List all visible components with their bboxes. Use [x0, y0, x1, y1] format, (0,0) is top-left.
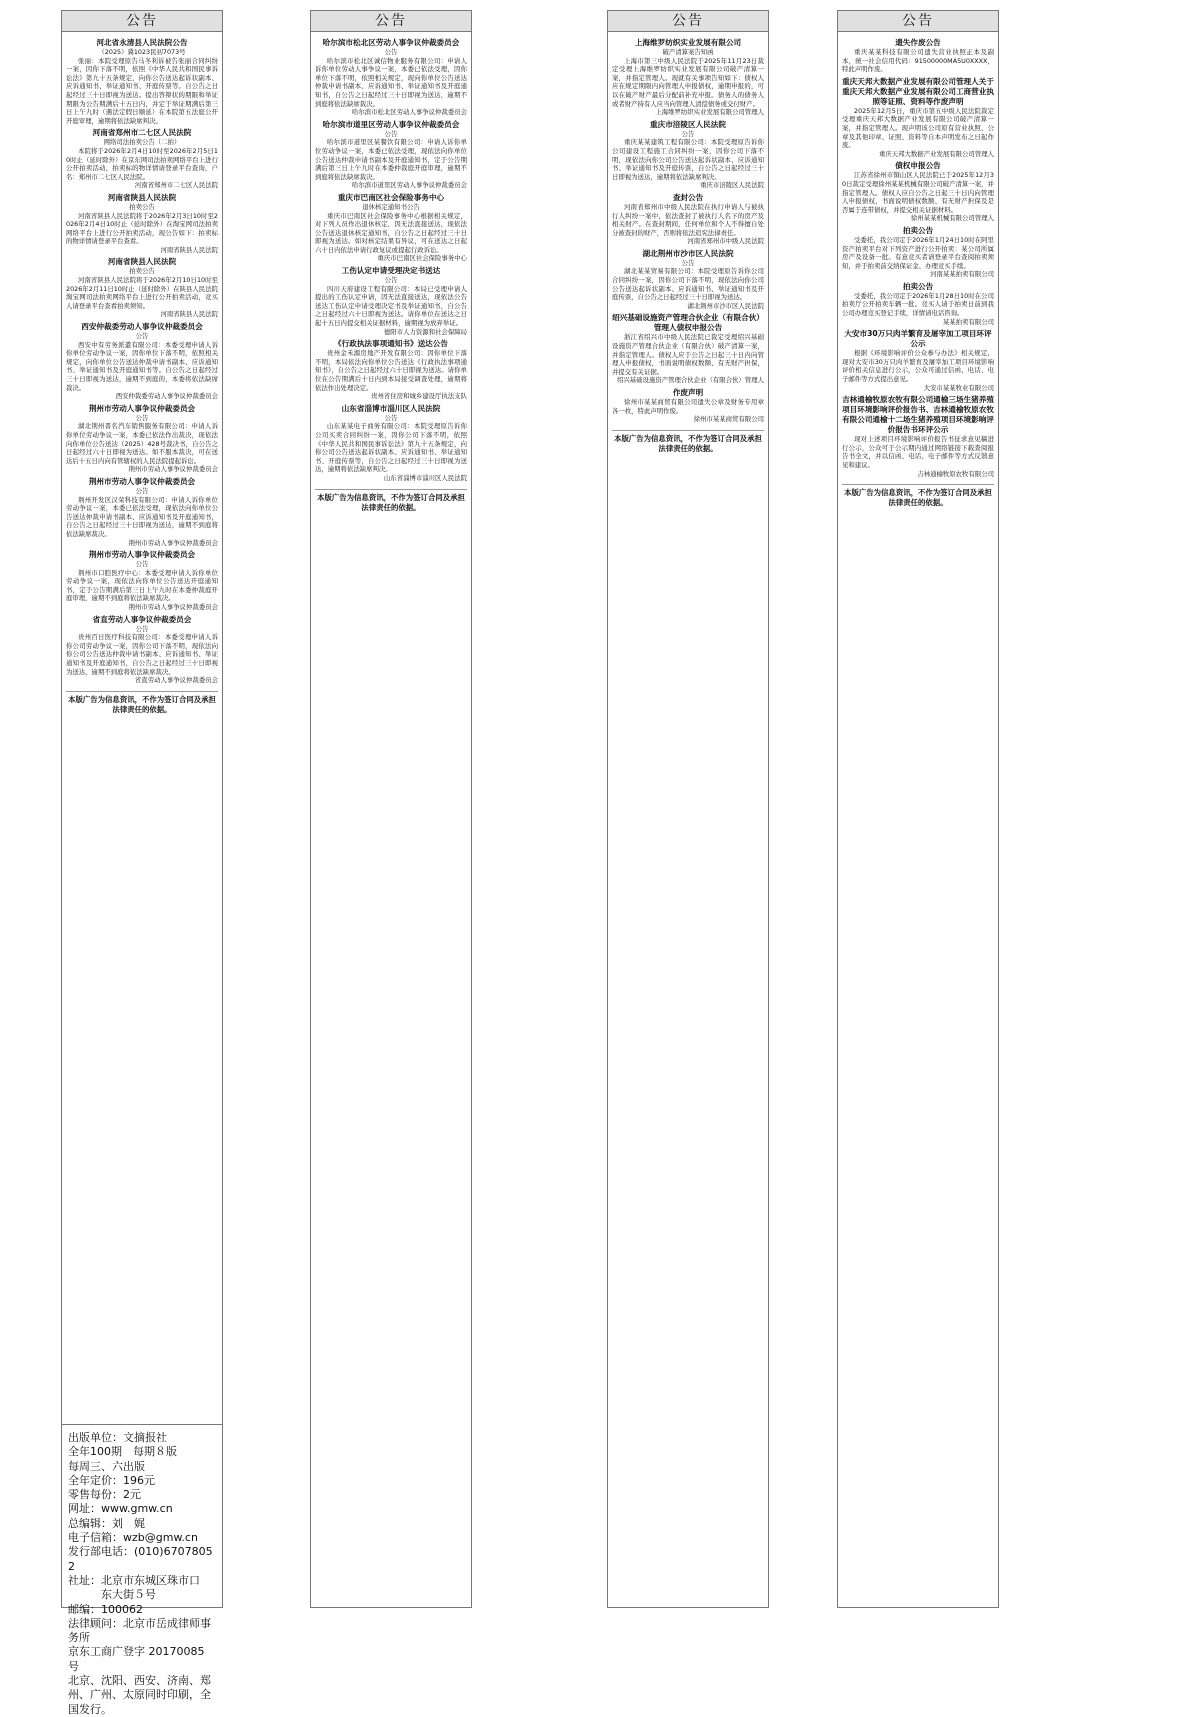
notice-title: 河南省郑州市二七区人民法院: [92, 128, 192, 138]
notice-title: 重庆天邦大数据产业发展有限公司管理人关于重庆天邦大数据产业发展有限公司工商营业执照等证照、资料等作废声明: [842, 76, 994, 106]
notice-title: 查封公告: [672, 192, 704, 202]
notice-body: 现对上述项目环境影响评价报告书征求意见稿进行公示，公众可于公示期内通过网络链接下载查阅报告书全文，并以信函、电话、电子邮件等方式反馈意见和建议。: [842, 435, 994, 469]
notice-body: 张丽：本院受理原告马冬利诉被告张丽合同纠纷一案，因你下落不明，依照《中华人民共和国民事诉讼法》第九十五条规定，向你公告送达起诉状副本、应诉通知书、举证通知书、开庭传票等。自公告之日起经过三十日即视为送达。提出答辩状的期限和举证期限为公告期满后十五日内，并定于举证期满后第三日上午九时（遇法定假日顺延）在本院第五法庭公开开庭审理，逾期将依法缺席判决。: [66, 56, 218, 125]
notice-title: 大安市30万只肉羊繁育及屠宰加工项目环评公示: [844, 329, 992, 349]
notice-subtitle: 公告: [384, 48, 398, 56]
notice-item: [842, 226, 994, 279]
publisher-line: 每周三、六出版: [68, 1459, 145, 1473]
notice-item: [315, 193, 467, 263]
notice-column-2: [310, 10, 472, 1608]
notice-item: [66, 615, 218, 685]
notice-title: 西安仲裁委劳动人事争议仲裁委员会: [81, 322, 203, 332]
notice-subtitle: 公告: [681, 258, 695, 267]
column-header: 公告: [62, 11, 222, 32]
notice-item: [66, 322, 218, 401]
publisher-line: 社址：北京市东城区珠市口: [68, 1573, 200, 1587]
publisher-line: 零售每份：2元: [68, 1488, 141, 1502]
notice-title: 山东省淄博市淄川区人民法院: [341, 403, 441, 413]
notice-body: 根据《环境影响评价公众参与办法》相关规定，现对大安市30万只肉羊繁育及屠宰加工项目环境影响评价相关信息进行公示，公众可通过信函、电话、电子邮件等方式提出意见。: [842, 349, 994, 384]
disclaimer: 本版广告为信息资讯，不作为签订合同及承担法律责任的依据。: [66, 691, 218, 715]
notice-title: 《行政执法事项通知书》送达公告: [334, 339, 448, 349]
publisher-line: 东大街５号: [68, 1588, 156, 1602]
notice-body: 本院将于2026年2月4日10时至2026年2月5日10时止（延时除外）在京东网司法拍卖网络平台上进行公开拍卖活动，拍卖标的物详情请登录平台查询，户名：郑州市二七区人民法院。: [66, 146, 218, 181]
notice-body: 荆州开发区汉荣科技有限公司：申请人诉你单位劳动争议一案，本委已依法受理，现依法向你单位公告送达仲裁申请书副本、应诉通知书及开庭通知书，自公告之日起经过三十日即视为送达，逾期不到庭将依法缺席裁决。: [66, 495, 218, 538]
notice-item: [66, 257, 218, 319]
notice-signature: 西安仲裁委劳动人事争议仲裁委员会: [115, 392, 218, 401]
notice-body: 贵州百日医疗科技有限公司：本委受理申请人诉你公司劳动争议一案，因你公司下落不明，现依法向你公司公告送达仲裁申请书副本、应诉通知书、举证通知书及开庭通知书，自公告之日起经过三十日即视为送达，逾期不到庭将依法缺席裁决。: [66, 633, 218, 676]
notice-signature: 山东省淄博市淄川区人民法院: [383, 473, 467, 482]
notice-body: 四川天府建设工程有限公司：本局已受理申请人提出的工伤认定申请，因无法直接送达，现依法公告送达工伤认定申请受理决定书及举证通知书，自公告之日起经过六十日即视为送达。请你单位在送达之日起十五日内提交相关证据材料，逾期视为放弃举证。: [315, 284, 467, 328]
notice-title: 湖北荆州市沙市区人民法院: [642, 248, 734, 258]
notice-item: [612, 313, 764, 385]
notice-title: 河北省永清县人民法院公告: [96, 38, 188, 47]
notice-item: [612, 120, 764, 190]
notice-subtitle: 退休核定通知书公告: [362, 202, 420, 211]
notice-body: 哈尔滨市道里区某餐饮有限公司：申请人诉你单位劳动争议一案，本委已依法受理，现依法向你单位公告送达仲裁申请书副本及开庭通知书，定于公告期满后第三日上午九时在本委仲裁庭开庭审理，逾期不到庭将依法缺席裁决。: [315, 138, 467, 181]
notice-signature: 河南省郑州市二七区人民法院: [134, 181, 218, 190]
notice-subtitle: （2025）冀1023民初7073号: [98, 48, 186, 56]
notice-body: 哈尔滨市松北区诚信物业服务有限公司：申请人诉你单位劳动人事争议一案，本委已依法受理，因你单位下落不明，依照相关规定，现向你单位公告送达仲裁申请书副本、应诉通知书、举证通知书及开庭通知书，自公告之日起经过三十日即视为送达，逾期不到庭将依法缺席裁决。: [315, 56, 467, 108]
notice-item: [612, 38, 764, 117]
publisher-line: 总编辑：刘 娓: [68, 1516, 145, 1530]
notice-body: 江苏省徐州市铜山区人民法院已于2025年12月30日裁定受理徐州某某机械有限公司破产清算一案，并指定管理人。债权人应自公告之日起三十日内向管理人申报债权，书面说明债权数额、有无财产担保及是否属于连带债权，并提交相关证据材料。: [842, 171, 994, 214]
notice-body: 重庆市巴南区社会保险事务中心根据相关规定，对下列人员作出退休核定，因无法直接送达，现依法公告送达退休核定通知书，自公告之日起经过三十日即视为送达。如对核定结果有异议，可在送达之日起六十日内依法申请行政复议或提起行政诉讼。: [315, 211, 467, 254]
notice-body: 河南省郑州市中级人民法院在执行申请人与被执行人纠纷一案中，依法查封了被执行人名下的房产及相关财产。在查封期间，任何单位和个人不得擅自处分被查封的财产，否则将依法追究法律责任。: [612, 202, 764, 237]
notice-subtitle: 网络司法拍卖公告（二拍）: [103, 138, 181, 147]
notice-item: [66, 550, 218, 612]
publisher-line: 网址：www.gmw.cn: [68, 1502, 173, 1516]
notice-signature: 河南省陕县人民法院: [160, 245, 218, 254]
publisher-line: 北京、沈阳、西安、济南、郑州、广州、太原同时印刷，全国发行。: [68, 1674, 211, 1716]
notice-signature: 绍兴基础设施资产管理合伙企业（有限合伙）管理人: [617, 376, 764, 385]
notice-title: 河南省陕县人民法院: [107, 257, 177, 267]
notice-item: [842, 161, 994, 223]
notice-subtitle: 公告: [384, 413, 398, 422]
column-body: [62, 32, 222, 715]
notice-subtitle: 拍卖公告: [129, 267, 155, 276]
notice-signature: 吉林通榆牧原农牧有限公司: [917, 469, 994, 478]
notice-item: [66, 477, 218, 547]
notice-title: 荆州市劳动人事争议仲裁委员会: [88, 550, 196, 560]
column-body: [311, 32, 471, 513]
notice-signature: 河南省陕县人民法院: [160, 310, 218, 319]
notice-item: [315, 120, 467, 190]
notice-title: 遗失作废公告: [895, 38, 941, 47]
notice-title: 上海维罗纺织实业发展有限公司: [634, 38, 742, 47]
notice-item: [66, 193, 218, 255]
disclaimer: 本版广告为信息资讯，不作为签订合同及承担法律责任的依据。: [842, 484, 994, 508]
notice-column-4: [837, 10, 999, 1608]
notice-item: [612, 193, 764, 246]
publisher-line: 出版单位：文摘报社: [68, 1431, 167, 1444]
notice-title: 工伤认定申请受理决定书送达: [341, 266, 441, 276]
notice-signature: 荆州市劳动人事争议仲裁委员会: [128, 538, 218, 547]
notice-body: 2025年12月5日，重庆市第五中级人民法院裁定受理重庆天邦大数据产业发展有限公司破产清算一案，并指定管理人。现声明该公司原有营业执照、公章及其他印章、证照、资料等自本声明发布之日起作废。: [842, 106, 994, 150]
notice-signature: 德阳市人力资源和社会保障局: [383, 327, 467, 336]
notice-title: 吉林通榆牧原农牧有限公司通榆三场生猪养殖项目环境影响评价报告书、吉林通榆牧原农牧有限公司通榆十二场生猪养殖项目环境影响评价报告书环评公示: [842, 395, 994, 435]
notice-title: 重庆市巴南区社会保险事务中心: [337, 192, 445, 202]
notice-subtitle: 公告: [384, 129, 398, 138]
notice-title: 重庆市涪陵区人民法院: [650, 119, 726, 129]
notice-title: 债权申报公告: [895, 161, 941, 171]
publisher-line: 电子信箱：wzb@gmw.cn: [68, 1531, 198, 1545]
notice-subtitle: 公告: [384, 276, 398, 285]
notice-column-3: [607, 10, 769, 1608]
notice-item: [66, 128, 218, 190]
notice-subtitle: 拍卖公告: [129, 202, 155, 211]
notice-signature: 哈尔滨市松北区劳动人事争议仲裁委员会: [351, 108, 467, 117]
notice-signature: 上海维罗纺织实业发展有限公司管理人: [655, 108, 764, 117]
notice-body: 荆州市口腔医疗中心：本委受理申请人诉你单位劳动争议一案，现依法向你单位公告送达开庭通知书，定于公告期满后第三日上午九时在本委仲裁庭开庭审理，逾期不到庭将依法缺席裁决。: [66, 568, 218, 603]
notice-item: [842, 282, 994, 326]
notice-title: 绍兴基础设施资产管理合伙企业（有限合伙）管理人债权申报公告: [612, 313, 764, 333]
notice-body: 湖北某某贸易有限公司：本院受理原告诉你公司合同纠纷一案，因你公司下落不明，现依法向你公司公告送达起诉状副本、应诉通知书、举证通知书及开庭传票，自公告之日起经过三十日即视为送达。: [612, 267, 764, 302]
publisher-line: 京东工商广登字 20170085 号: [68, 1645, 205, 1673]
notice-signature: 河南某某拍卖有限公司: [930, 270, 994, 279]
notice-body: 重庆某某建筑工程有限公司：本院受理原告诉你公司建设工程施工合同纠纷一案，因你公司下落不明，现依法向你公司公告送达起诉状副本、应诉通知书、举证通知书及开庭传票，自公告之日起经过三十日即视为送达，逾期将依法缺席判决。: [612, 138, 764, 181]
notice-item: [315, 266, 467, 336]
notice-title: 河南省陕县人民法院: [107, 192, 177, 202]
notice-subtitle: 公告: [135, 413, 149, 422]
notice-signature: 大安市某某牧业有限公司: [923, 383, 994, 392]
notice-subtitle: 公告: [135, 332, 149, 341]
notice-signature: 荆州市劳动人事争议仲裁委员会: [128, 603, 218, 612]
notice-body: 河南省陕县人民法院将于2026年2月3日10时至2026年2月4日10时止（延时除外）在淘宝网司法拍卖网络平台上进行公开拍卖活动，现公告如下：拍卖标的物详情请登录平台查看。: [66, 211, 218, 246]
notice-item: [612, 388, 764, 424]
notice-body: 西安中有劳务派遣有限公司：本委受理申请人诉你单位劳动争议一案，因你单位下落不明，依照相关规定，向你单位公告送达仲裁申请书副本、应诉通知书、举证通知书及开庭通知书等。自公告之日起经过三十日即视为送达，逾期不到庭的，本委将依法缺席裁决。: [66, 340, 218, 392]
notice-signature: 省直劳动人事争议仲裁委员会: [134, 676, 218, 685]
notice-subtitle: 公告: [135, 624, 149, 633]
publisher-line: 法律顾问：北京市岳成律师事务所: [68, 1616, 211, 1645]
notice-title: 省直劳动人事争议仲裁委员会: [92, 614, 192, 624]
notice-body: 贵州金禾源房地产开发有限公司：因你单位下落不明，本局依法向你单位公告送达《行政执法事项通知书》，自公告之日起经过六十日即视为送达。请你单位在公告期满后十日内到本局接受调查处理，逾期将依法作出处理决定。: [315, 349, 467, 392]
notice-item: [842, 77, 994, 159]
notice-item: [842, 329, 994, 392]
publisher-line: 全年定价：196元: [68, 1473, 155, 1487]
notice-body: 徐州市某某商贸有限公司遗失公章及财务专用章各一枚，特此声明作废。: [612, 398, 764, 415]
notice-body: 重庆某某科技有限公司遗失营业执照正本及副本，统一社会信用代码：91500000MA5U0XXXX，特此声明作废。: [842, 48, 994, 74]
notice-subtitle: 破产清算案告知函: [662, 48, 714, 56]
notice-column-1: [61, 10, 223, 1716]
notice-body: 上海市第三中级人民法院于2025年11月23日裁定受理上海维罗纺织实业发展有限公司破产清算一案，并指定管理人。现就有关事项告知如下：债权人应在规定期限内向管理人申报债权，逾期申报的，可以在破产财产最后分配前补充申报。债务人的债务人或者财产持有人应当向管理人清偿债务或交付财产。: [612, 56, 764, 108]
notice-signature: 重庆天邦大数据产业发展有限公司管理人: [878, 149, 994, 158]
notice-title: 拍卖公告: [902, 281, 934, 291]
notice-signature: 哈尔滨市道里区劳动人事争议仲裁委员会: [351, 181, 467, 190]
notice-title: 荆州市劳动人事争议仲裁委员会: [88, 476, 196, 486]
notice-item: [66, 404, 218, 474]
publisher-line: 邮编：100062: [68, 1602, 143, 1616]
notice-title: 作废声明: [672, 388, 704, 397]
notice-title: 荆州市劳动人事争议仲裁委员会: [88, 403, 196, 413]
notice-body: 浙江省绍兴市中级人民法院已裁定受理绍兴基础设施资产管理合伙企业（有限合伙）破产清算一案，并指定管理人。债权人应于公告之日起三十日内向管理人申报债权，书面说明债权数额、有无财产担保，并提交有关证据。: [612, 333, 764, 376]
notice-subtitle: 公告: [135, 486, 149, 495]
notice-signature: 重庆市巴南区社会保险事务中心: [377, 254, 467, 263]
notice-body: 河南省陕县人民法院将于2026年2月10日10时至2026年2月11日10时止（延时除外）在陕县人民法院淘宝网司法拍卖网络平台上进行公开拍卖活动，竞买人请登录平台查看拍卖须知。: [66, 276, 218, 310]
notice-signature: 重庆市涪陵区人民法院: [700, 181, 764, 190]
column-header: 公告: [311, 11, 471, 32]
notice-body: 受委托，我公司定于2026年1月24日10时在阿里资产拍卖平台对下列资产进行公开拍卖：某公司所属房产及设备一批。有意竞买者请登录平台查阅拍卖须知，并于拍卖前交纳保证金、办理竞买手续。: [842, 235, 994, 270]
notice-subtitle: 公告: [681, 129, 695, 138]
notice-item: [315, 339, 467, 401]
column-body: [838, 32, 998, 508]
notice-item: [842, 38, 994, 74]
notice-title: 哈尔滨市道里区劳动人事争议仲裁委员会: [322, 119, 460, 129]
notice-signature: 贵州省住房和城乡建设厅执法支队: [371, 392, 467, 401]
notice-body: 受委托，我公司定于2026年1月28日10时在公司拍卖厅公开拍卖车辆一批。竞买人请于拍卖日前到我公司办理竞买登记手续，详情请电话咨询。: [842, 291, 994, 318]
notice-title: 拍卖公告: [902, 225, 934, 235]
notice-subtitle: 公告: [135, 560, 149, 569]
notice-item: [842, 395, 994, 478]
notice-signature: 荆州市劳动人事争议仲裁委员会: [128, 465, 218, 474]
disclaimer: 本版广告为信息资讯，不作为签订合同及承担法律责任的依据。: [315, 489, 467, 513]
notice-item: [612, 249, 764, 311]
notice-signature: 湖北荆州市沙市区人民法院: [687, 301, 764, 310]
notice-body: 山东某某电子商务有限公司：本院受理原告诉你公司买卖合同纠纷一案，因你公司下落不明，依照《中华人民共和国民事诉讼法》第九十五条规定，向你公司公告送达起诉状副本、应诉通知书、举证通知书、开庭传票等，自公告之日起经过三十日即视为送达，逾期将依法缺席判决。: [315, 422, 467, 474]
notice-signature: 河南省郑州市中级人民法院: [687, 237, 764, 246]
publisher-line: 发行部电话：(010)67078052: [68, 1545, 213, 1573]
publisher-line: 全年100期 每期８版: [68, 1445, 177, 1459]
publisher-info-box: [62, 1424, 222, 1716]
notice-title: 哈尔滨市松北区劳动人事争议仲裁委员会: [322, 38, 460, 47]
notice-item: [315, 404, 467, 483]
notice-item: [66, 38, 218, 125]
column-header: 公告: [608, 11, 768, 32]
column-header: 公告: [838, 11, 998, 32]
notice-body: 湖北荆州晋名汽车销售服务有限公司：申请人诉你单位劳动争议一案，本委已依法作出裁决，现依法向你单位公告送达（2025）428号裁决书，自公告之日起经过六十日即视为送达。如不服本裁决，可在送达后十五日内向有管辖权的人民法院提起诉讼。: [66, 422, 218, 465]
notice-signature: 徐州某某机械有限公司管理人: [910, 214, 994, 223]
notice-signature: 某某拍卖有限公司: [942, 317, 994, 326]
notice-signature: 徐州市某某商贸有限公司: [693, 415, 764, 424]
column-body: [608, 32, 768, 454]
notice-item: [315, 38, 467, 117]
disclaimer: 本版广告为信息资讯，不作为签订合同及承担法律责任的依据。: [612, 430, 764, 454]
